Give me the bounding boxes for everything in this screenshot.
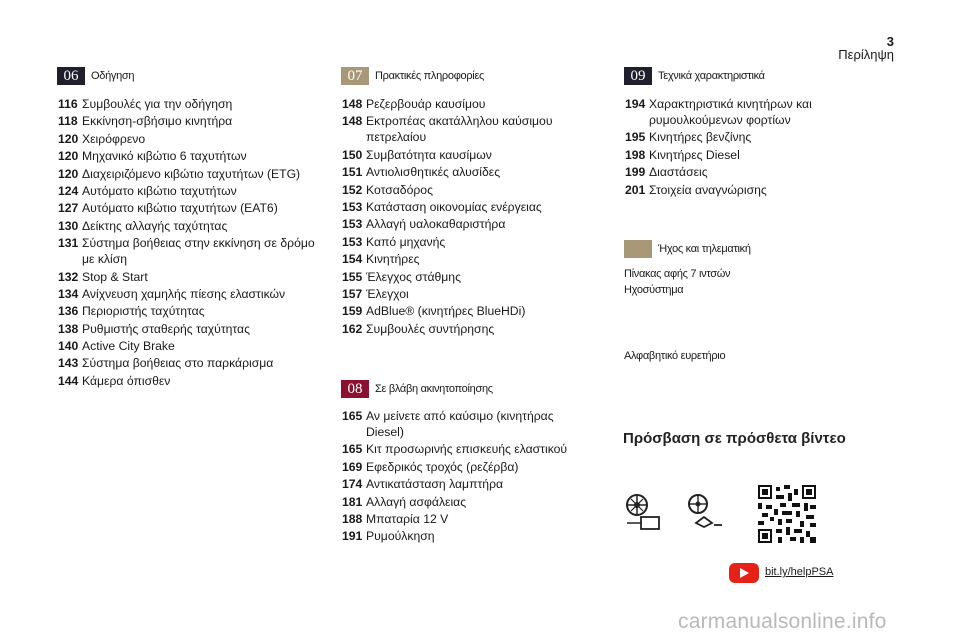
toc-item[interactable]: 174 Αντικατάσταση λαμπτήρα [342, 477, 504, 492]
section-07-header [341, 67, 484, 85]
section-06-list [58, 96, 328, 390]
toc-item[interactable]: 153 Κατάσταση οικονομίας ενέργειας [342, 199, 542, 214]
section-badge: 07 [341, 67, 369, 85]
section-title: Τεχνικά χαρακτηριστικά [658, 70, 765, 82]
toc-item[interactable]: 127 Αυτόματο κιβώτιο ταχυτήτων (EAT6) [58, 201, 278, 216]
toc-item[interactable]: 194 Χαρακτηριστικά κινητήρων και ρυμουλκούμενων φορτίων [625, 97, 812, 127]
toc-item[interactable]: 116 Συμβουλές για την οδήγηση [58, 97, 233, 111]
section-title: Ήχος και τηλεματική [658, 243, 751, 255]
toc-item[interactable]: 151 Αντιολισθητικές αλυσίδες [342, 165, 501, 180]
toc-item[interactable]: 150 Συμβατότητα καυσίμων [342, 147, 492, 162]
toc-item[interactable]: 153 Καπό μηχανής [342, 234, 446, 249]
alphabetical-index-link[interactable]: Αλφαβητικό ευρετήριο [624, 350, 726, 362]
toc-item[interactable]: 140 Active City Brake [58, 339, 175, 354]
toc-item[interactable]: 131 Σύστημα βοήθειας στην εκκίνηση σε δρόμο με κλίση [58, 236, 315, 267]
toc-item[interactable]: 153 Αλλαγή υαλοκαθαριστήρα [342, 217, 506, 232]
section-09-list [625, 96, 840, 199]
tire-repair-kit-icon [625, 493, 663, 533]
audio-telematics-header [624, 240, 751, 258]
toc-item[interactable]: 120 Χειρόφρενο [58, 131, 146, 146]
toc-item[interactable]: 195 Κινητήρες βενζίνης [625, 130, 752, 145]
toc-item[interactable]: 157 Έλεγχοι [342, 286, 409, 301]
toc-item[interactable]: 143 Σύστημα βοήθειας στο παρκάρισμα [58, 356, 274, 371]
summary-label: Περίληψη [838, 47, 894, 62]
toc-item[interactable]: 138 Ρυθμιστής σταθερής ταχύτητας [58, 321, 250, 336]
toc-item[interactable]: 199 Διαστάσεις [625, 165, 708, 180]
toc-item[interactable]: 159 AdBlue® (κινητήρες BlueHDi) [342, 304, 526, 319]
toc-item[interactable]: 198 Κινητήρες Diesel [625, 147, 740, 162]
touchscreen-link[interactable]: Πίνακας αφής 7 ιντσών [624, 268, 731, 280]
toc-item[interactable]: 134 Ανίχνευση χαμηλής πίεσης ελαστικών [58, 286, 286, 301]
section-title: Σε βλάβη ακινητοποίησης [375, 383, 493, 395]
section-09-header [624, 67, 765, 85]
page-number: 3 [886, 34, 894, 49]
toc-item[interactable]: 118 Εκκίνηση-σβήσιμο κινητήρα [58, 114, 233, 129]
toc-item[interactable]: 148 Εκτροπέας ακατάλληλου καύσιμου πετρελαίου [342, 114, 553, 145]
toc-item[interactable]: 165 Κιτ προσωρινής επισκευής ελαστικού [342, 442, 568, 457]
toc-item[interactable]: 191 Ρυμούλκηση [342, 529, 435, 544]
section-badge: 06 [57, 67, 85, 85]
toc-item[interactable]: 165 Αν μείνετε από καύσιμο (κινητήρας Diesel) [342, 409, 554, 439]
toc-item[interactable]: 124 Αυτόματο κιβώτιο ταχυτήτων [58, 183, 237, 198]
section-08-list [342, 408, 592, 546]
toc-item[interactable]: 148 Ρεζερβουάρ καυσίμου [342, 97, 486, 111]
toc-item[interactable]: 152 Κοτσαδόρος [342, 182, 433, 197]
toc-item[interactable]: 120 Διαχειριζόμενο κιβώτιο ταχυτήτων (ETG) [58, 166, 301, 181]
toc-item[interactable]: 162 Συμβουλές συντήρησης [342, 321, 495, 336]
watermark: carmanualsonline.info [678, 610, 887, 633]
section-08-header [341, 380, 493, 398]
section-07-list [342, 96, 587, 338]
toc-item[interactable]: 169 Εφεδρικός τροχός (ρεζέρβα) [342, 459, 519, 474]
toc-item[interactable]: 136 Περιοριστής ταχύτητας [58, 304, 205, 319]
toc-item[interactable]: 201 Στοιχεία αναγνώρισης [625, 182, 767, 197]
toc-item[interactable]: 120 Μηχανικό κιβώτιο 6 ταχυτήτων [58, 149, 247, 164]
toc-item[interactable]: 132 Stop & Start [58, 269, 148, 284]
toc-item[interactable]: 188 Μπαταρία 12 V [342, 511, 449, 526]
video-access-heading: Πρόσβαση σε πρόσθετα βίντεο [623, 430, 846, 447]
section-badge: 09 [624, 67, 652, 85]
toc-item[interactable]: 144 Κάμερα όπισθεν [58, 373, 171, 388]
spare-wheel-jack-icon [686, 493, 724, 531]
qr-code-icon[interactable] [758, 485, 816, 543]
youtube-play-icon[interactable] [729, 563, 759, 583]
toc-item[interactable]: 155 Έλεγχος στάθμης [342, 269, 461, 284]
toc-item[interactable]: 130 Δείκτης αλλαγής ταχύτητας [58, 218, 228, 233]
toc-item[interactable]: 181 Αλλαγή ασφάλειας [342, 494, 467, 509]
toc-item[interactable]: 154 Κινητήρες [342, 252, 420, 267]
section-badge: 08 [341, 380, 369, 398]
section-title: Πρακτικές πληροφορίες [375, 70, 485, 82]
section-06-header [57, 67, 134, 85]
audio-system-link[interactable]: Ηχοσύστημα [624, 284, 684, 296]
section-title: Οδήγηση [91, 70, 135, 82]
audio-badge [624, 240, 652, 258]
help-video-link[interactable]: bit.ly/helpPSA [765, 566, 834, 578]
